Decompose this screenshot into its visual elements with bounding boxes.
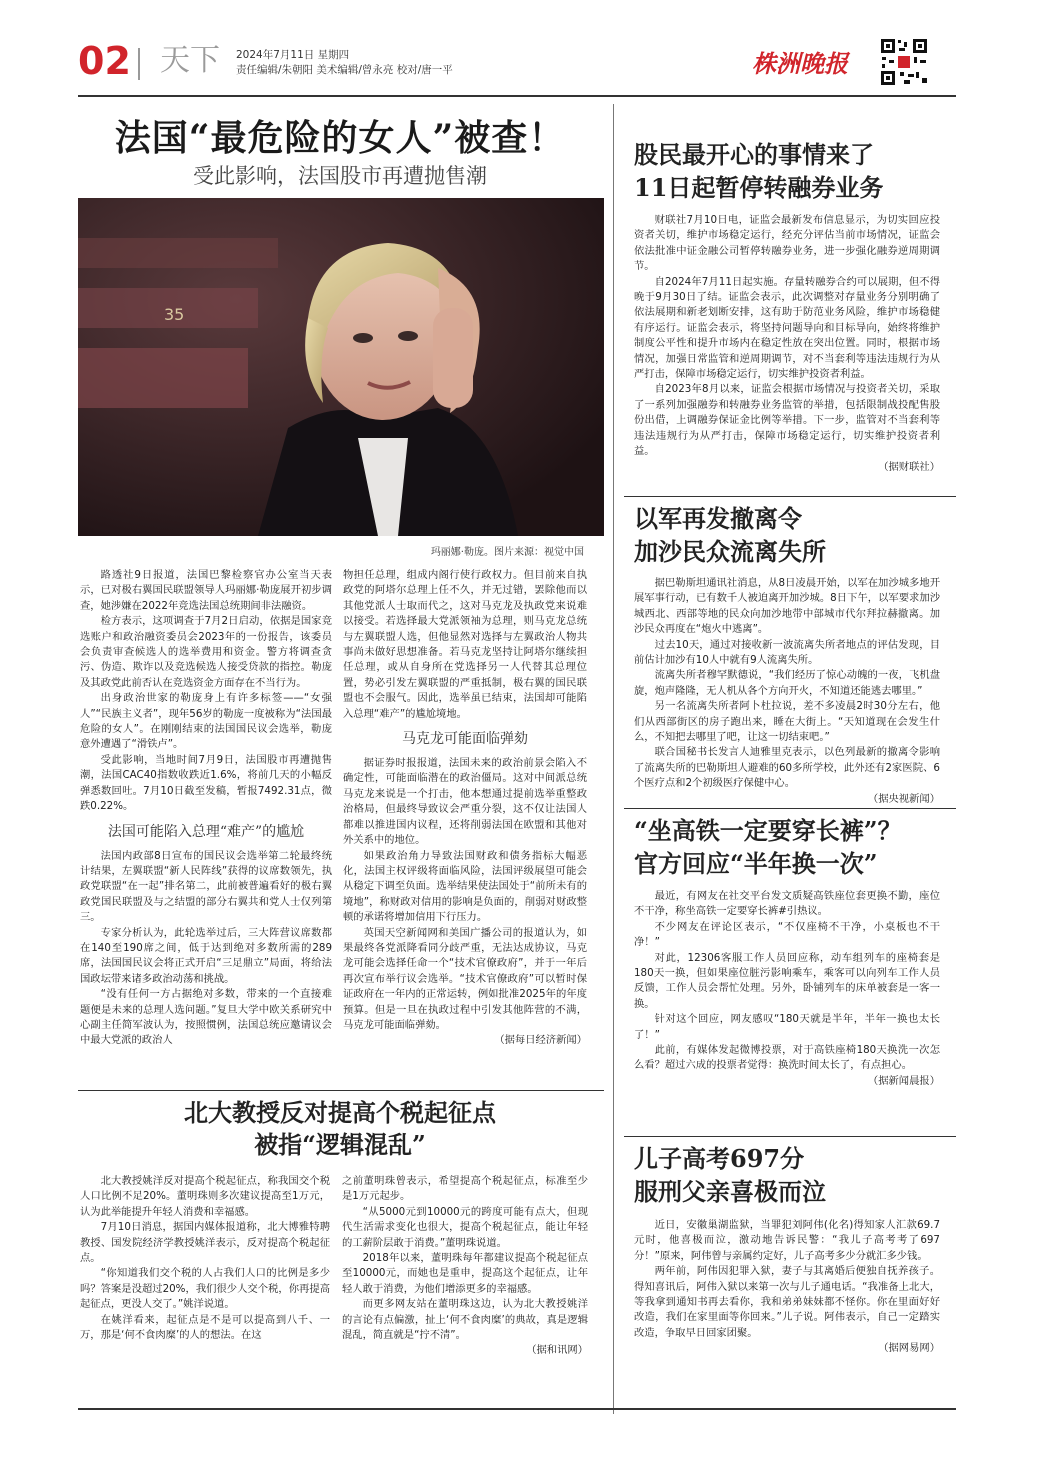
right1-body: [634, 213, 940, 475]
editors-line: 责任编辑/朱朝阳 美术编辑/曾永亮 校对/唐一平: [236, 64, 453, 76]
paragraph: 检方表示，这项调查于7月2日启动，依据是国家竞选账户和政治融资委员会2023年的一份报告，该委员会负责审查候选人的选举费用和资金。警方将调查贪污、伪造、欺诈以及竞选候选人接受贷款的指控。勒庞及其政党此前否认在竞选资金方面存在不当行为。: [80, 615, 332, 689]
paragraph: 物担任总理，组成内阁行使行政权力。但目前来自执政党的阿塔尔总理上任不久，并无过错，罢除他而以其他党派人士取而代之，这对马克龙及执政党来说难以接受。若选择最大党派领袖为总理，则马克龙总统与左翼联盟人选，但他显然对选择与左翼政治人物共事尚未做好思想准备。若马克龙坚持让阿塔尔继续担任总理，或从自身所在党选择另一人代替其总理位置，势必引发左翼联盟的严重抵制，极右翼的国民联盟也不会服气。因此，选举虽已结束，法国却可能陷入总理“难产”的尴尬境地。: [343, 569, 587, 720]
paragraph: 2018年以来，董明珠每年都建议提高个税起征点至10000元，而她也是重申，提高这个起征点，让年轻人敢于消费，为他们增添更多的幸福感。: [342, 1252, 588, 1295]
right1-headline: [634, 138, 954, 204]
right3-headline-line2: 官方回应“半年换一次”: [634, 849, 878, 878]
right3-headline: [634, 814, 954, 880]
page-number: 02: [78, 39, 131, 83]
source-credit: （据网易网）: [878, 1342, 940, 1355]
lead-subheadline: 受此影响，法国股市再遭抛售潮: [193, 164, 487, 188]
right2-headline: [634, 502, 954, 568]
paragraph: 北大教授姚洋反对提高个税起征点，称我国交个税人口比例不足20%。董明珠则多次建议提高至1万元，认为此举能提升年轻人消费和幸福感。: [80, 1175, 330, 1218]
paragraph: 自2023年8月以来，证监会根据市场情况与投资者关切，采取了一系列加强融券和转融券业务监管的举措，包括限制战投配售股份出借，上调融券保证金比例等举措。下一步，监管对不当套利等违法违规行为从严打击，保障市场稳定运行，切实维护投资者利益。: [634, 383, 940, 458]
bottom-column-2: [342, 1174, 588, 1359]
source-credit: （据新闻晨报）: [867, 1074, 940, 1087]
source-credit: （据和讯网）: [526, 1344, 588, 1357]
paragraph: 受此影响，当地时间7月9日，法国股市再遭抛售潮，法国CAC40指数收跌近1.6%，将前几天的小幅反弹悉数回吐。7月10日截至发稿，暂报7492.31点，微跌0.22%。: [80, 753, 332, 813]
paragraph: 路透社9日报道，法国巴黎检察官办公室当天表示，已对极右翼国民联盟领导人玛丽娜·勒庞展开初步调查，她涉嫌在2022年竞选法国总统期间非法融资。: [80, 569, 332, 612]
paragraph: 最近，有网友在社交平台发文质疑高铁座位套更换不勤，座位不干净，称坐高铁一定要穿长裤#引热议。: [634, 890, 940, 918]
paragraph: 此前，有媒体发起微博投票，对于高铁座椅180天换洗一次怎么看？超过六成的投票者觉得：换洗时间太长了，有点担心。: [634, 1044, 940, 1072]
paragraph: 法国内政部8日宣布的国民议会选举第二轮最终统计结果，左翼联盟“新人民阵线”获得的议席数领先，执政党联盟“在一起”排名第二，此前被普遍看好的极右翼政党国民联盟及与之结盟的部分右翼共和党人士仅列第三。: [80, 849, 332, 924]
bottom-headline-line1: 北大教授反对提高个税起征点: [184, 1098, 496, 1127]
footer-rule: [78, 1408, 956, 1410]
right3-body: [634, 889, 940, 1089]
right2-body: [634, 576, 940, 807]
paragraph: 之前董明珠曾表示，希望提高个税起征点，标准至少是1万元起步。: [342, 1175, 588, 1203]
masthead-divider: [138, 48, 140, 80]
paragraph: 流离失所者穆罕默德说，“我们经历了惊心动魄的一夜，飞机盘旋，炮声隆隆，无人机从各个方向开火，不知道还能逃去哪里。”: [634, 669, 940, 697]
bottom-column-1: [80, 1174, 330, 1343]
paragraph: 联合国秘书长发言人迪雅里克表示，以色列最新的撤离令影响了流离失所的巴勒斯坦人避难的60多所学校，此外还有2家医院、6个医疗点和2个初级医疗保健中心。: [634, 746, 940, 790]
lead-photo: [78, 198, 604, 536]
source-credit: （据财联社）: [878, 460, 940, 473]
right4-headline-line2: 服刑父亲喜极而泣: [634, 1177, 826, 1206]
paragraph: 而更多网友站在董明珠这边，认为北大教授姚洋的言论有点偏激，扯上‘何不食肉糜’的典故，真是逻辑混乱，简直就是“拧不清”。: [342, 1298, 588, 1342]
lead-headline: 法国“最危险的女人”被查！: [114, 117, 566, 159]
photo-illustration: [78, 198, 604, 536]
column-divider: [613, 104, 614, 1414]
paragraph: 专家分析认为，此轮选举过后，三大阵营议席数都在140至190席之间，低于达到绝对多数所需的289席，法国国民议会将正式开启“三足鼎立”局面，将给法国政坛带来诸多政治动荡和挑战。: [80, 926, 332, 985]
right1-headline-line1: 股民最开心的事情来了: [634, 140, 874, 169]
masthead-meta: [236, 48, 453, 78]
paragraph: 对此，12306客服工作人员回应称，动车组列车的座椅套是180天一换，但如果座位脏污影响乘车，乘客可以向列车工作人员反馈，工作人员会帮忙处理。另外，卧铺列车的床单被套是一客一换。: [634, 951, 940, 1010]
photo-caption: 玛丽娜·勒庞。图片来源：视觉中国: [430, 547, 584, 558]
paragraph: “你知道我们交个税的人占我们人口的比例是多少吗？答案是没超过20%，我们很少人交个税，你再提高起征点，更没人交了。”姚洋说道。: [80, 1267, 330, 1311]
paragraph: “没有任何一方占据绝对多数，带来的一个直接难题便是未来的总理人选问题。”复旦大学中欧关系研究中心副主任简军波认为，按照惯例，法国总统应邀请议会中最大党派的政治人: [80, 988, 332, 1047]
lead-column-1: [80, 568, 332, 1049]
lead-column-2: [343, 568, 587, 1049]
paper-logo: 株洲晚报: [752, 49, 848, 78]
paragraph: 两年前，阿伟因犯罪入狱，妻子与其离婚后便独自抚养孩子。得知喜讯后，阿伟入狱以来第一次与儿子通电话。“我准备上北大，等我拿到通知书再去看你，我和弟弟妹妹都不怪你。你在里面好好改造，我们在家里面等你回来。”儿子说。阿伟表示，自己一定踏实改造，争取早日回家团聚。: [634, 1265, 940, 1339]
right2-headline-line2: 加沙民众流离失所: [634, 537, 826, 566]
paragraph: 7月10日消息，据国内媒体报道称，北大博雅特聘教授、国发院经济学教授姚洋表示，反对提高个税起征点。: [80, 1221, 330, 1265]
paragraph: “从5000元到10000元的跨度可能有点大，但现代生活需求变化也很大，提高个税起征点，能让年轻的工薪阶层敢于消费。”董明珠说道。: [342, 1205, 588, 1249]
right4-headline-line1: 儿子高考697分: [634, 1144, 805, 1173]
masthead-rule: [78, 95, 956, 97]
bottom-headline-line2: 被指“逻辑混乱”: [254, 1130, 426, 1159]
paragraph: 据巴勒斯坦通讯社消息，从8日凌晨开始，以军在加沙城多地开展军事行动，已有数千人被迫离开加沙城。8日下午，以军要求加沙城西北、西部等地的民众向加沙地带中部城市代尔拜拉赫撤离。加沙民众再度在“炮火中逃离”。: [634, 577, 940, 636]
paragraph: 不少网友在评论区表示，“不仅座椅不干净，小桌板也不干净！”: [634, 920, 940, 949]
date-line: 2024年7月11日 星期四: [236, 49, 350, 61]
paragraph: 过去10天，通过对接收新一波流离失所者地点的评估发现，目前估计加沙有10人中就有9人流离失所。: [634, 638, 940, 667]
right-rule-2: [624, 808, 956, 809]
paragraph: 自2024年7月11日起实施。存量转融券合约可以展期，但不得晚于9月30日了结。证监会表示，此次调整对存量业务分别明确了依法展期和新老划断安排，这有助于防范业务风险，维护市场稳健有序运行。证监会表示，将坚持问题导向和目标导向，始终将维护制度公平性和提升市场内在稳定性放在突出位置。同时，根据市场情况，加强日常监管和逆周期调节，对不当套利等违法违规行为从严打击，保障市场稳定运行，切实维护投资者利益。: [634, 275, 940, 381]
right2-headline-line1: 以军再发撤离令: [634, 504, 802, 533]
right4-body: [634, 1218, 940, 1357]
paragraph: 近日，安徽巢湖监狱，当罪犯刘阿伟(化名)得知家人汇款69.7元时，他喜极而泣，激动地告诉民警：“我儿子高考考了697分！”原来，阿伟曾与亲属约定好，儿子高考多少分就汇多少钱。: [634, 1219, 940, 1262]
seat-number: 35: [164, 305, 185, 324]
source-credit: （据每日经济新闻）: [494, 1034, 587, 1047]
right-rule-1: [624, 496, 956, 497]
paragraph: 出身政治世家的勒庞身上有许多标签——“女强人”“民族主义者”，现年56岁的勒庞一度被称为“法国最危险的女人”。在刚刚结束的法国国民议会选举，勒庞意外遭遇了“滑铁卢”。: [80, 692, 332, 751]
paragraph: 另一名流离失所者阿卜杜拉说，差不多凌晨2时30分左右，他们从西部街区的房子跑出来，睡在大街上。“天知道现在会发生什么，不知把去哪里了吧，让这一切结束吧。”: [634, 700, 940, 744]
right1-headline-line2: 11日起暂停转融券业务: [634, 173, 884, 202]
paragraph: 如果政治角力导致法国财政和债务指标大幅恶化，法国主权评级将面临风险，法国评级展望可能会从稳定下调至负面。选举结果使法国处于“前所未有的境地”，称财政对信用的影响是负面的，削弱对财政整顿的承诺将增加信用下行压力。: [343, 849, 587, 924]
right4-headline: [634, 1142, 954, 1208]
section-name: 天下: [160, 43, 220, 78]
qr-code-icon: [880, 38, 928, 86]
paragraph: 英国天空新闻网和美国广播公司的报道认为，如果最终各党派降看同分歧严重，无法达成协议，马克龙可能会选择任命一个“技术官僚政府”，并于一年后再次宣布举行议会选举。“技术官僚政府”可以暂时保证政府在一年内的正常运转，例如批准2025年的年度预算。但是一旦在执政过程中引发其他阵营的不满，马克龙可能面临弹劾。: [343, 926, 587, 1031]
bottom-story-rule: [78, 1090, 604, 1091]
lead-subhead-1: 法国可能陷入总理“难产”的尴尬: [107, 823, 305, 840]
paragraph: 在姚洋看来，起征点是不是可以提高到八千、一万，那是‘何不食肉糜’的人的想法。在这: [80, 1313, 330, 1342]
paragraph: 据证券时报报道，法国未来的政治前景会陷入不确定性，可能面临潜在的政治僵局。这对中间派总统马克龙来说是一个打击，他本想通过提前选举重整政治格局，但最终导致议会严重分裂，这不仅让法国人都难以推进国内议程，还将削弱法国在欧盟和其他对外关系中的地位。: [343, 757, 587, 847]
paragraph: 财联社7月10日电，证监会最新发布信息显示，为切实回应投资者关切，维护市场稳定运行，经充分评估当前市场情况，证监会依法批准中证金融公司暂停转融券业务，进一步强化融券逆周期调节。: [634, 214, 940, 273]
right-rule-3: [624, 1136, 956, 1137]
lead-subhead-2: 马克龙可能面临弹劾: [402, 731, 528, 748]
paragraph: 针对这个回应，网友感叹“180天就是半年，半年一换也太长了！”: [634, 1013, 940, 1041]
bottom-headline: [80, 1097, 600, 1161]
source-credit: （据央视新闻）: [867, 792, 940, 805]
right3-headline-line1: “坐高铁一定要穿长裤”？: [634, 816, 902, 845]
